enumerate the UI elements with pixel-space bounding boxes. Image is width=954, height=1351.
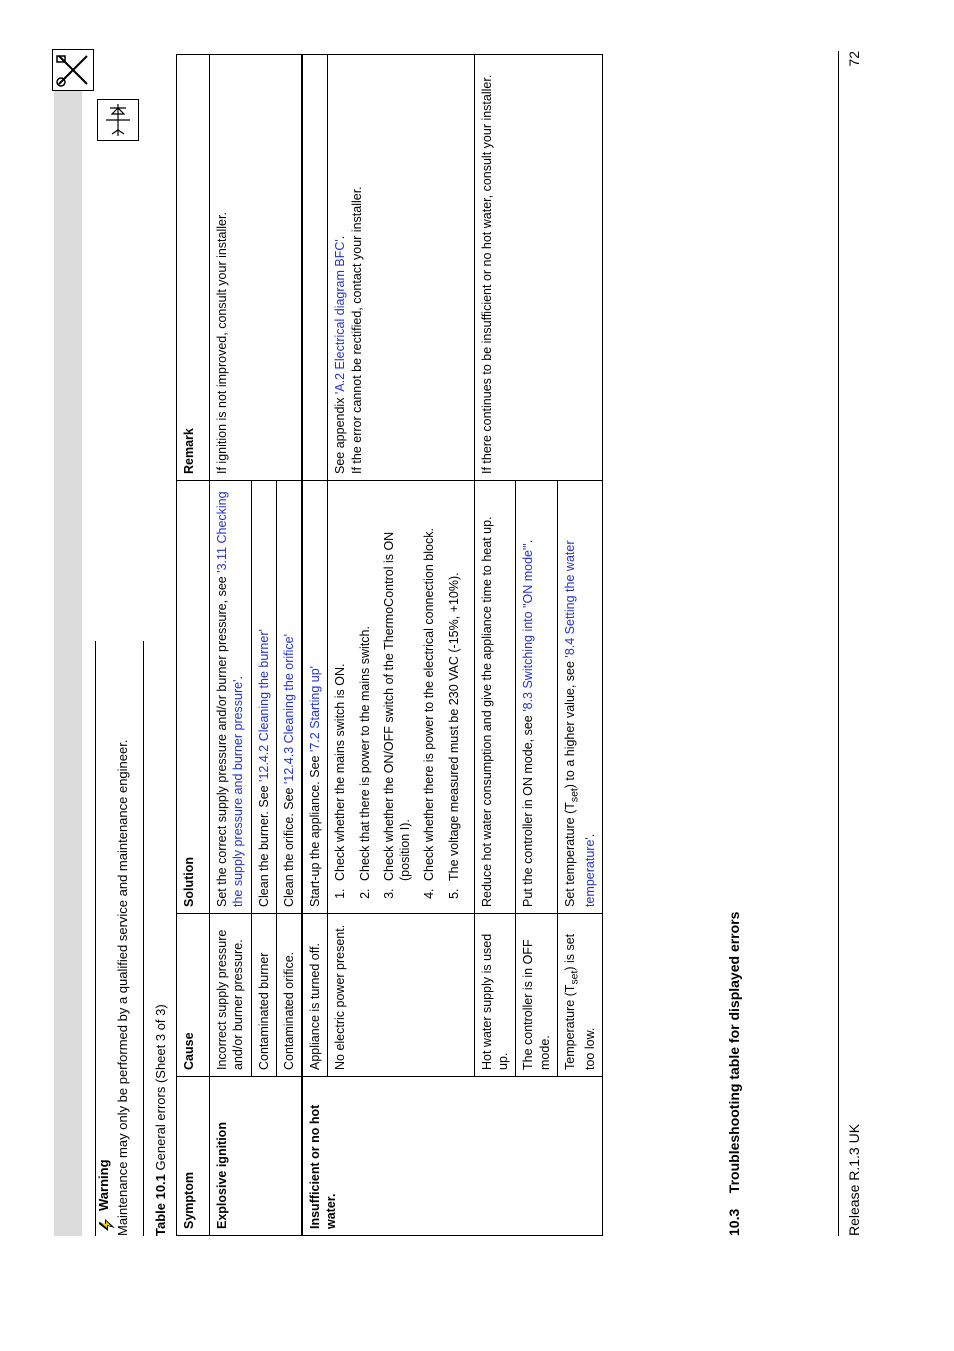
- cause-cell: No electric power present.: [328, 914, 475, 1077]
- remark-cell: If there continues to be insufficient or no hot water, consult your installer.: [474, 55, 602, 481]
- table-row: [474, 55, 516, 1236]
- check-steps-list: [332, 487, 462, 907]
- symptom-cell: Insufficient or no hot water.: [302, 1077, 603, 1236]
- cause-cell: Temperature $(T_{set})$ is set too low.: [557, 914, 602, 1077]
- list-item: 1. Check whether the mains switch is ON.: [332, 487, 348, 885]
- cross-reference-link[interactable]: '7.2 Starting up': [308, 665, 322, 753]
- header-band: [54, 51, 82, 1236]
- symptom-cell: Explosive ignition: [210, 1077, 303, 1236]
- tools-icon: [52, 49, 94, 91]
- header-cause: Cause: [177, 914, 210, 1077]
- cross-reference-link[interactable]: 'A.2 Electrical diagram BFC': [333, 239, 348, 395]
- remark-cell: See appendix 'A.2 Electrical diagram BFC'. If the error cannot be rectified, contact your installer.: [328, 55, 475, 481]
- section-number: 10.3: [726, 1208, 742, 1236]
- errors-table: [176, 54, 603, 1236]
- cross-reference-link[interactable]: '8.3 Switching into "ON mode"': [521, 543, 536, 712]
- solution-cell: Set temperature $(T_{set})$ to a higher value, see '8.4 Setting the water temperature'.: [557, 481, 602, 914]
- warning-top-rule: [95, 641, 96, 1236]
- footer-release: Release R.1.3 UK: [846, 1123, 862, 1236]
- solution-cell: Clean the burner. See '12.4.2 Cleaning the burner': [251, 481, 276, 914]
- solution-cell: Put the controller in ON mode, see '8.3 Switching into "ON mode"'.: [516, 481, 558, 914]
- solution-cell: Start-up the appliance. See '7.2 Starting up': [302, 481, 328, 914]
- wiring-symbol-icon: [97, 99, 139, 141]
- cause-cell: Contaminated orifice.: [276, 914, 302, 1077]
- header-solution: Solution: [177, 481, 210, 914]
- cross-reference-link[interactable]: '8.4 Setting the water temperature': [562, 540, 597, 907]
- cause-cell: The controller is in OFF mode.: [516, 914, 558, 1077]
- solution-cell: Set the correct supply pressure and/or burner pressure, see '3.11 Checking the supply pressure and burner pressure'.: [210, 481, 252, 914]
- table-row: [210, 55, 252, 1236]
- solution-cell: [328, 481, 475, 914]
- cross-reference-link[interactable]: '3.11 Checking the supply pressure and burner pressure': [215, 491, 246, 907]
- cross-reference-link[interactable]: '12.4.2 Cleaning the burner': [256, 629, 271, 782]
- list-item: 3. Check whether the ON/OFF switch of the ThermoControl is ON (position I).: [381, 487, 414, 885]
- footer-rule: [838, 51, 839, 1236]
- table-row: [302, 55, 328, 1236]
- solution-cell: Clean the orifice. See '12.4.3 Cleaning the orifice': [276, 481, 302, 914]
- section-title: Troubleshooting table for displayed errors: [726, 911, 742, 1194]
- list-item: 5. The voltage measured must be 230 VAC (-15%, +10%).: [446, 487, 462, 885]
- warning-title: Warning: [96, 1159, 111, 1211]
- table-caption-label: Table 10.1: [153, 1174, 168, 1236]
- header-remark: Remark: [177, 55, 210, 481]
- table-header-row: [177, 55, 210, 1236]
- table-caption-text: General errors (Sheet 3 of 3): [153, 1004, 168, 1171]
- table-row: [328, 55, 475, 1236]
- service-icons: [52, 51, 142, 141]
- cause-cell: Incorrect supply pressure and/or burner pressure.: [210, 914, 252, 1077]
- header-symptom: Symptom: [177, 1077, 210, 1236]
- remark-cell: [302, 55, 328, 481]
- cause-cell: Hot water supply is used up.: [474, 914, 516, 1077]
- remark-cell: If ignition is not improved, consult your installer.: [210, 55, 303, 481]
- table-caption: [153, 1004, 168, 1236]
- section-heading: [726, 912, 742, 1236]
- cross-reference-link[interactable]: '12.4.3 Cleaning the orifice': [281, 633, 296, 784]
- warning-bottom-rule: [143, 641, 144, 1236]
- warning-text: Maintenance may only be performed by a qualified service and maintenance engineer.: [115, 739, 130, 1236]
- list-item: 4. Check whether there is power to the electrical connection block.: [421, 487, 437, 885]
- cause-cell: Contaminated burner: [251, 914, 276, 1077]
- solution-cell: Reduce hot water consumption and give the appliance time to heat up.: [474, 481, 516, 914]
- cause-cell: Appliance is turned off.: [302, 914, 328, 1077]
- list-item: 2. Check that there is power to the mains switch.: [357, 487, 373, 885]
- page-number: 72: [846, 51, 862, 67]
